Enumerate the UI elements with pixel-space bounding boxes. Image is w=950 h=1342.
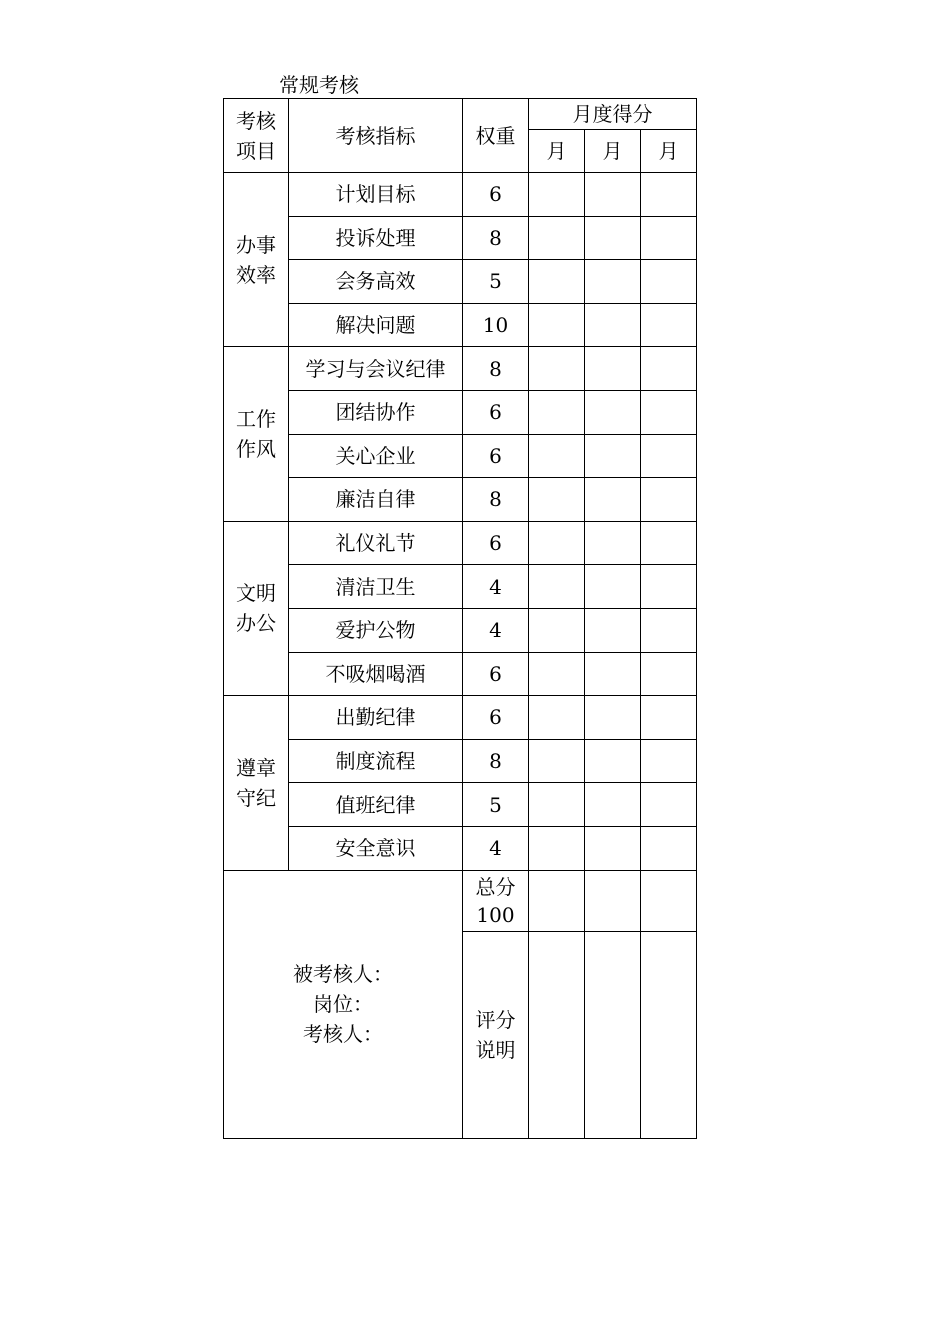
group-name-line-2: 守纪 [236,785,276,810]
month-score-cell[interactable] [585,565,641,609]
table-row [224,173,697,217]
month-score-cell[interactable] [641,173,697,217]
indicator-cell: 解决问题 [289,303,463,347]
group-name-cell [224,696,289,870]
weight-cell: 8 [463,739,529,783]
indicator-cell: 关心企业 [289,434,463,478]
weight-cell: 6 [463,521,529,565]
total-score-label-1: 总分 [475,874,516,899]
month-score-cell[interactable] [529,173,585,217]
month-score-cell[interactable] [641,303,697,347]
note-month-cell[interactable] [585,931,641,1138]
group-name-line-1: 办事 [236,232,276,257]
month-score-cell[interactable] [641,521,697,565]
scoring-note-cell [463,931,529,1138]
table-row [224,826,697,870]
month-score-cell[interactable] [641,434,697,478]
month-score-cell[interactable] [641,260,697,304]
month-score-cell[interactable] [585,260,641,304]
weight-cell: 6 [463,434,529,478]
indicator-cell: 团结协作 [289,390,463,434]
table-row [224,347,697,391]
month-score-cell[interactable] [641,565,697,609]
weight-cell: 5 [463,260,529,304]
group-name-line-1: 工作 [236,407,276,432]
month-score-cell[interactable] [585,739,641,783]
month-score-cell[interactable] [585,173,641,217]
month-score-cell[interactable] [529,390,585,434]
month-score-cell[interactable] [585,434,641,478]
month-score-cell[interactable] [529,652,585,696]
table-row [224,739,697,783]
indicator-cell: 爱护公物 [289,608,463,652]
month-score-cell[interactable] [641,608,697,652]
weight-cell: 6 [463,390,529,434]
month-score-cell[interactable] [529,521,585,565]
weight-cell: 6 [463,696,529,740]
table-row [224,652,697,696]
indicator-cell: 出勤纪律 [289,696,463,740]
month-score-cell[interactable] [585,826,641,870]
group-name-line-2: 办公 [236,611,276,636]
weight-cell: 8 [463,347,529,391]
scoring-note-label-1: 评分 [475,1007,516,1032]
month-score-cell[interactable] [585,783,641,827]
group-name-cell [224,347,289,521]
month-score-cell[interactable] [585,390,641,434]
month-score-cell[interactable] [641,390,697,434]
month-score-cell[interactable] [641,696,697,740]
month-score-cell[interactable] [529,783,585,827]
indicator-cell: 值班纪律 [289,783,463,827]
weight-cell: 5 [463,783,529,827]
header-monthly-score: 月度得分 [529,99,697,130]
scoring-note-label-2: 说明 [475,1037,516,1062]
month-score-cell[interactable] [641,216,697,260]
month-score-cell[interactable] [529,608,585,652]
table-row [224,783,697,827]
month-score-cell[interactable] [529,739,585,783]
weight-cell: 8 [463,478,529,522]
table-row [224,565,697,609]
month-score-cell[interactable] [529,434,585,478]
total-month-cell[interactable] [585,870,641,931]
table-row [224,521,697,565]
weight-cell: 4 [463,565,529,609]
weight-cell: 10 [463,303,529,347]
header-month-3: 月 [641,130,697,173]
month-score-cell[interactable] [529,216,585,260]
month-score-cell[interactable] [585,303,641,347]
note-month-cell[interactable] [641,931,697,1138]
header-month-2: 月 [585,130,641,173]
total-month-cell[interactable] [529,870,585,931]
table-row [224,696,697,740]
month-score-cell[interactable] [641,739,697,783]
table-row [224,390,697,434]
table-row [224,608,697,652]
page-title: 常规考核 [279,73,359,97]
indicator-cell: 安全意识 [289,826,463,870]
month-score-cell[interactable] [585,696,641,740]
indicator-cell: 不吸烟喝酒 [289,652,463,696]
group-name-line-2: 效率 [236,262,276,287]
table-row [224,434,697,478]
header-month-1: 月 [529,130,585,173]
month-score-cell[interactable] [585,652,641,696]
assessee-label: 被考核人： [293,962,393,986]
header-item-label-1: 考核 [236,108,276,133]
weight-cell: 4 [463,826,529,870]
indicator-cell: 学习与会议纪律 [289,347,463,391]
indicator-cell: 投诉处理 [289,216,463,260]
month-score-cell[interactable] [641,478,697,522]
group-name-line-2: 作风 [236,437,276,462]
table-row [224,260,697,304]
header-weight: 权重 [463,99,529,173]
indicator-cell: 制度流程 [289,739,463,783]
weight-cell: 8 [463,216,529,260]
assessment-table [223,98,697,1139]
month-score-cell[interactable] [529,696,585,740]
month-score-cell[interactable] [641,347,697,391]
header-item-label-2: 项目 [236,138,276,163]
group-name-cell [224,521,289,695]
table-row [224,478,697,522]
total-month-cell[interactable] [641,870,697,931]
total-row [224,870,697,931]
month-score-cell[interactable] [641,652,697,696]
weight-cell: 4 [463,608,529,652]
month-score-cell[interactable] [529,826,585,870]
header-indicator: 考核指标 [289,99,463,173]
month-score-cell[interactable] [529,260,585,304]
indicator-cell: 清洁卫生 [289,565,463,609]
indicator-cell: 计划目标 [289,173,463,217]
table-row [224,303,697,347]
month-score-cell[interactable] [585,478,641,522]
weight-cell: 6 [463,173,529,217]
indicator-cell: 礼仪礼节 [289,521,463,565]
assessor-label: 考核人： [303,1022,383,1046]
indicator-cell: 廉洁自律 [289,478,463,522]
group-name-line-1: 遵章 [236,755,276,780]
month-score-cell[interactable] [641,783,697,827]
month-score-cell[interactable] [585,347,641,391]
month-score-cell[interactable] [529,565,585,609]
month-score-cell[interactable] [529,303,585,347]
weight-cell: 6 [463,652,529,696]
month-score-cell[interactable] [585,521,641,565]
month-score-cell[interactable] [529,347,585,391]
month-score-cell[interactable] [641,826,697,870]
total-score-label-2: 100 [476,902,515,927]
month-score-cell[interactable] [529,478,585,522]
group-name-cell [224,173,289,347]
signature-cell [224,870,463,1138]
note-month-cell[interactable] [529,931,585,1138]
group-name-line-1: 文明 [236,581,276,606]
header-item-cell [224,99,289,173]
table-row [224,216,697,260]
month-score-cell[interactable] [585,216,641,260]
position-label: 岗位： [313,992,373,1016]
month-score-cell[interactable] [585,608,641,652]
total-score-cell [463,870,529,931]
indicator-cell: 会务高效 [289,260,463,304]
